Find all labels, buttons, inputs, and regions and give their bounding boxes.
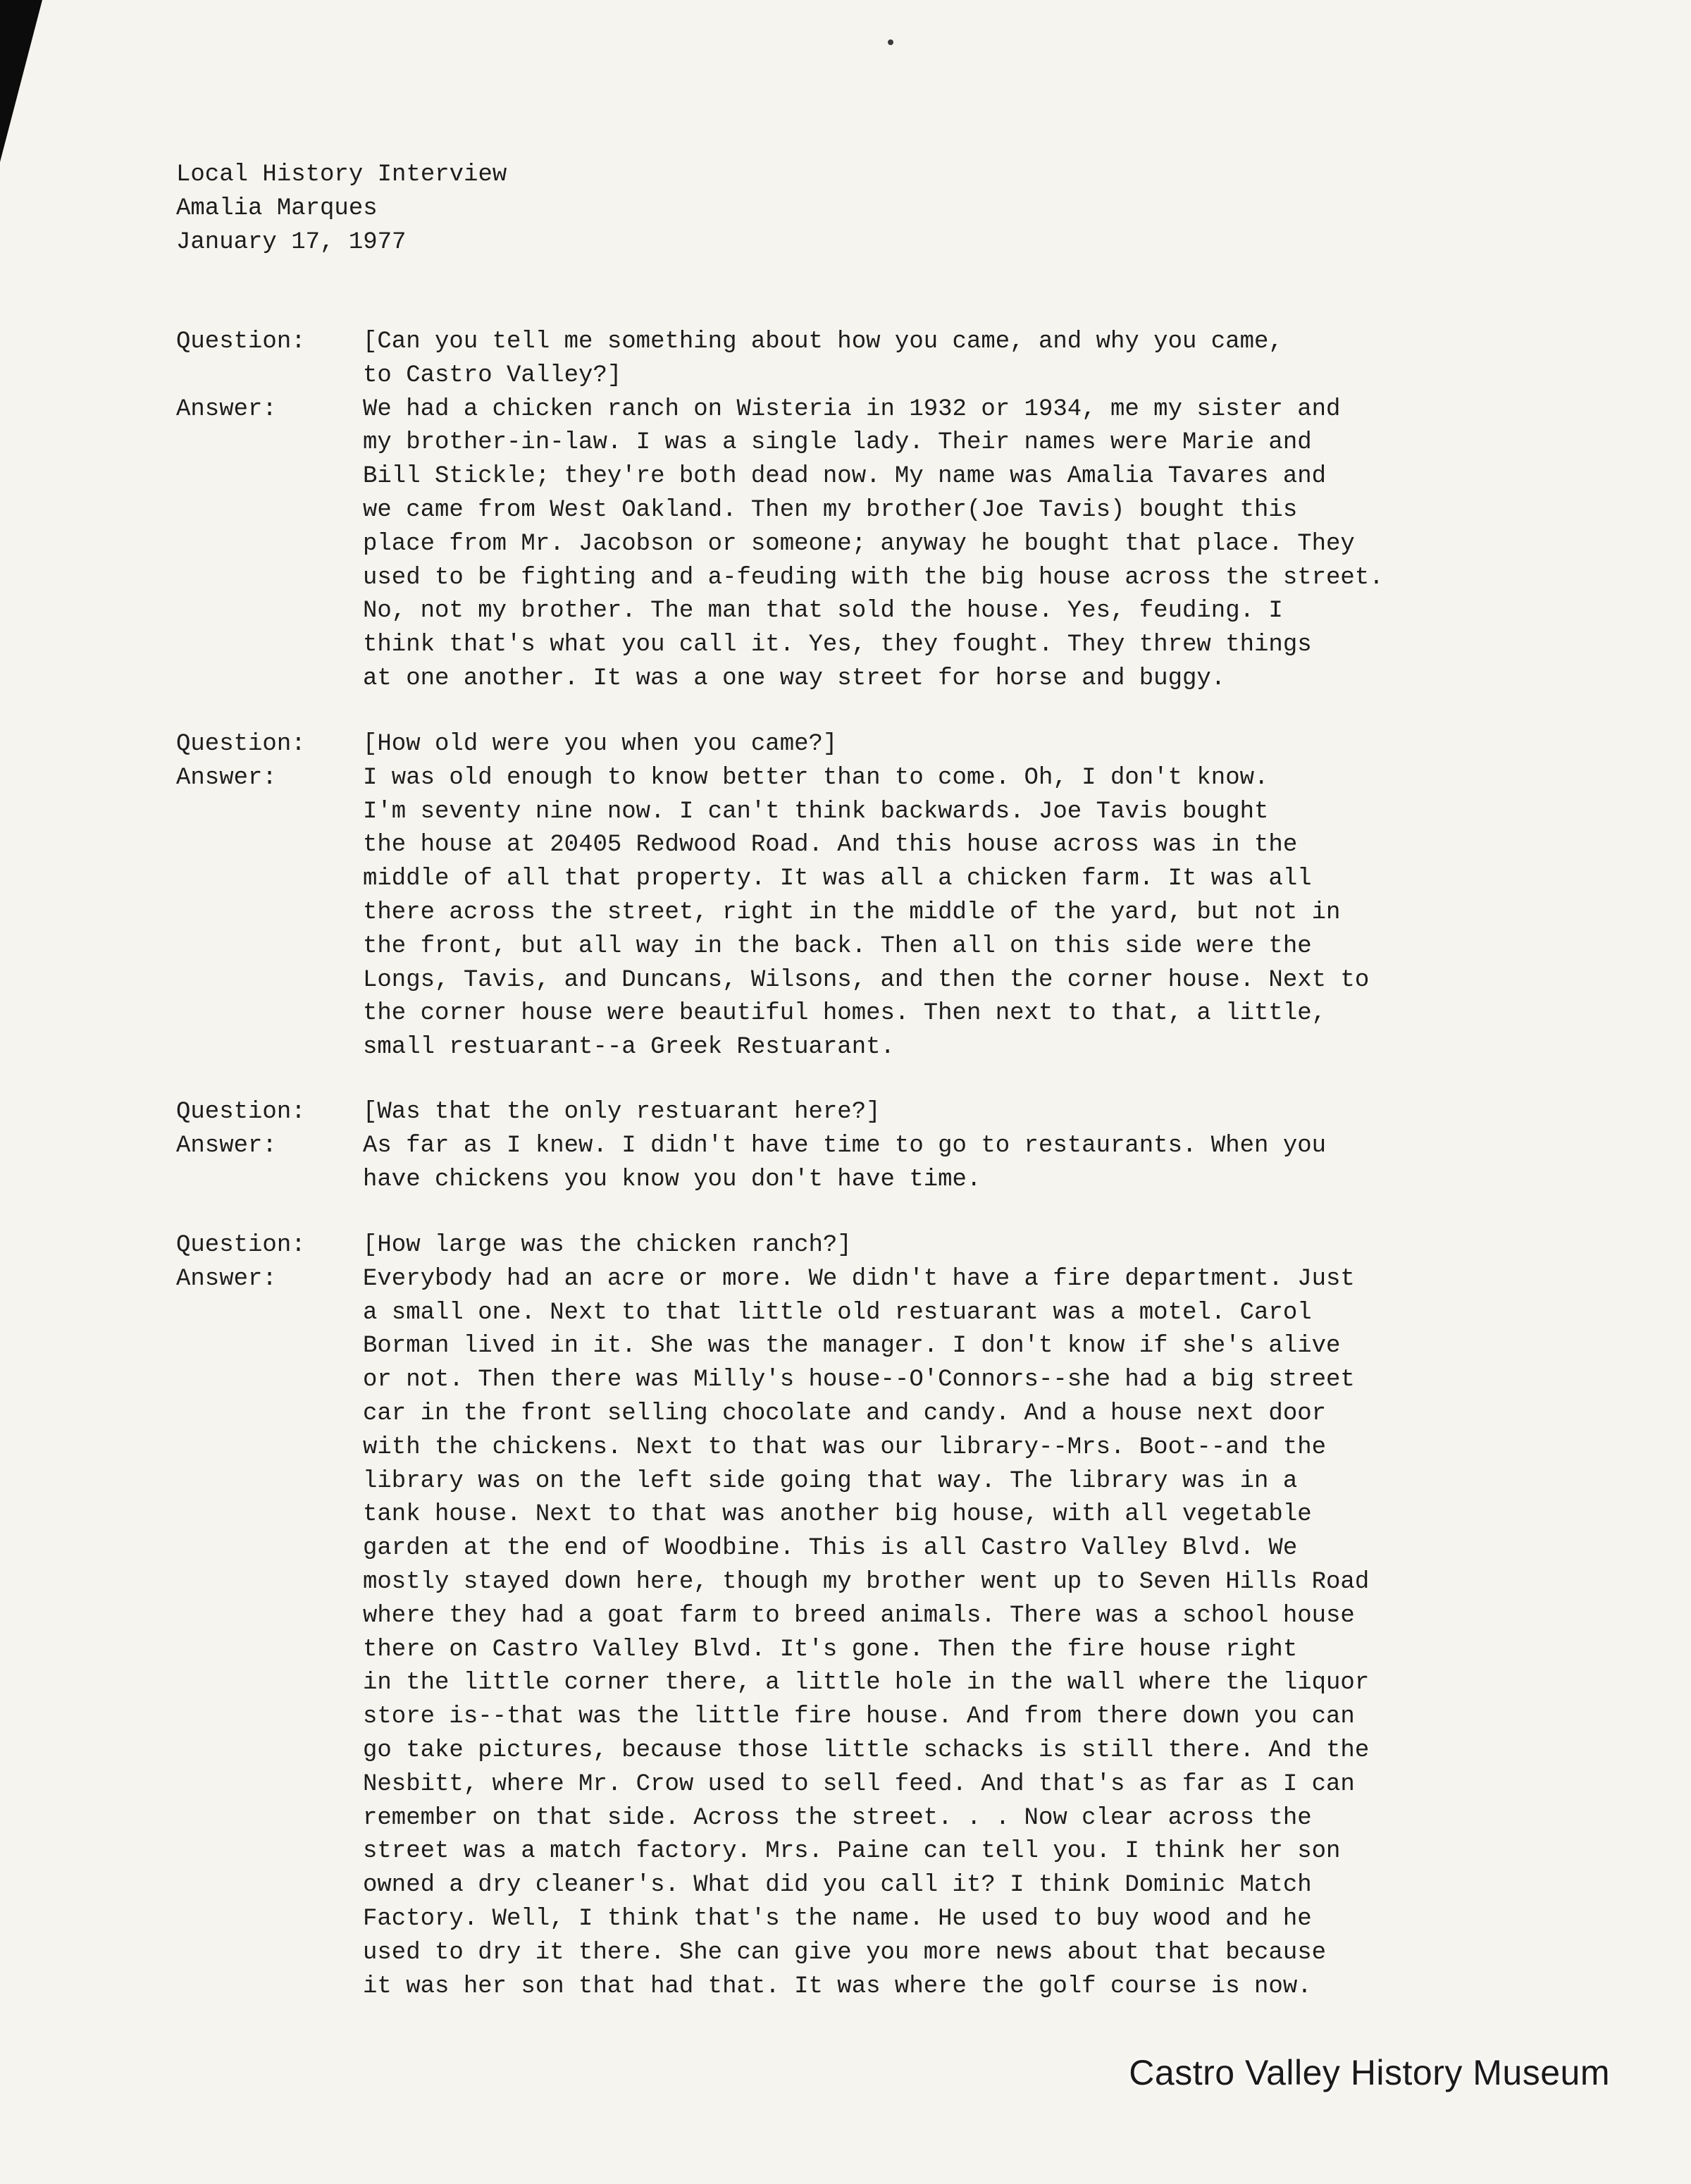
question-row: [176, 728, 1585, 762]
answer-row: [176, 393, 1585, 696]
question-text: [Can you tell me something about how you came, and why you came, to Castro Valley?]: [363, 328, 1283, 389]
qa-block-2: [176, 728, 1585, 1065]
answer-text: We had a chicken ranch on Wisteria in 1932 or 1934, me my sister and my brother-in-law. I was a single lady. Their names were Marie and Bill Stickle; they're both dead now. My name was Amalia Tavares and we came from West Oakland. Then my brother(Joe Tavis) bought this place from Mr. Jacobson or someone; anyway he bought that place. They used to be fighting and a-feuding with the big house across the street. No, not my brother. The man that sold the house. Yes, feuding. I think that's what you call it. Yes, they fought. They threw things at one another. It was a one way street for horse and buggy.: [363, 395, 1384, 692]
answer-label: Answer:: [176, 764, 277, 791]
header-interviewee: Amalia Marques: [176, 195, 378, 222]
question-label: Question:: [176, 1099, 306, 1125]
answer-label: Answer:: [176, 1265, 277, 1292]
answer-text: I was old enough to know better than to come. Oh, I don't know. I'm seventy nine now. I can't think backwards. Joe Tavis bought the house at 20405 Redwood Road. And this house across was in the middle of all that property. It was all a chicken farm. It was all there across the street, right in the middle of the yard, but not in the front, but all way in the back. Then all on this side were the Longs, Tavis, and Duncans, Wilsons, and then the corner house. Next to the corner house were beautiful homes. Then next to that, a little, small restuarant--a Greek Restuarant.: [363, 764, 1370, 1061]
answer-row: [176, 762, 1585, 1065]
question-row: [176, 1229, 1585, 1263]
question-text: [How large was the chicken ranch?]: [363, 1232, 852, 1259]
answer-label: Answer:: [176, 395, 277, 423]
question-label: Question:: [176, 1232, 306, 1259]
header-date: January 17, 1977: [176, 229, 407, 256]
question-text: [Was that the only restuarant here?]: [363, 1099, 881, 1125]
scan-corner-shadow: [0, 0, 42, 162]
paper-speck: [888, 39, 893, 45]
museum-watermark: Castro Valley History Museum: [1129, 2053, 1610, 2092]
answer-text: Everybody had an acre or more. We didn't have a fire department. Just a small one. Next to that little old restuarant was a motel. Carol Borman lived in it. She was the manager. I don't know if she's alive or not. Then there was Milly's house--O'Connors--she had a big street car in the front selling chocolate and candy. And a house next door with the chickens. Next to that was our library--Mrs. Boot--and the library was on the left side going that way. The library was in a tank house. Next to that was another big house, with all vegetable garden at the end of Woodbine. This is all Castro Valley Blvd. We mostly stayed down here, though my brother went up to Seven Hills Road where they had a goat farm to breed animals. There was a school house there on Castro Valley Blvd. It's gone. Then the fire house right in the little corner there, a little hole in the wall where the liquor store is--that was the little fire house. And from there down you can go take pictures, because those little schacks is still there. And the Nesbitt, where Mr. Crow used to sell feed. And that's as far as I can remember on that side. Across the street. . . Now clear across the street was a match factory. Mrs. Paine can tell you. I think her son owned a dry cleaner's. What did you call it? I think Dominic Match Factory. Well, I think that's the name. He used to buy wood and he used to dry it there. She can give you more news about that because it was her son that had that. It was where the golf course is now.: [363, 1265, 1370, 2000]
header-title: Local History Interview: [176, 161, 507, 188]
question-row: [176, 1096, 1585, 1130]
qa-block-4: [176, 1229, 1585, 2004]
question-label: Question:: [176, 328, 306, 355]
question-label: Question:: [176, 731, 306, 758]
answer-row: [176, 1130, 1585, 1197]
qa-block-3: [176, 1096, 1585, 1197]
document-header: [176, 158, 507, 259]
answer-label: Answer:: [176, 1132, 277, 1159]
question-row: [176, 326, 1585, 393]
answer-row: [176, 1263, 1585, 2004]
qa-block-1: [176, 326, 1585, 696]
question-text: [How old were you when you came?]: [363, 731, 838, 758]
answer-text: As far as I knew. I didn't have time to go to restaurants. When you have chickens you know you don't have time.: [363, 1132, 1327, 1193]
